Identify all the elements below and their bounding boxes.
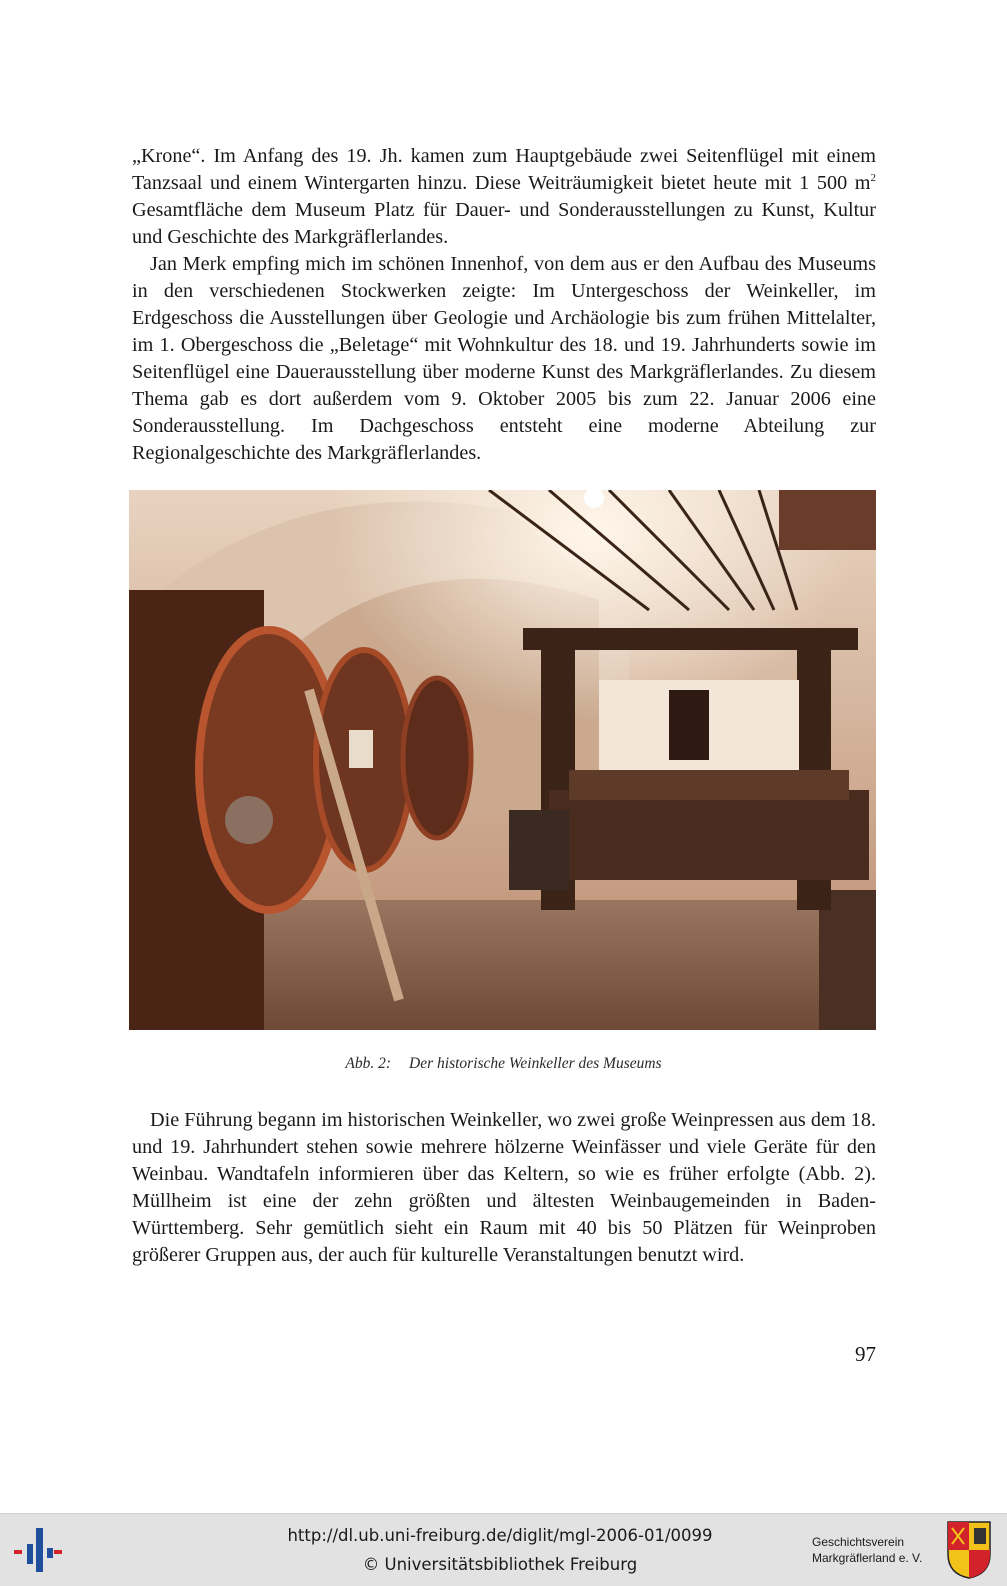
wine-cellar-illustration	[129, 490, 876, 1030]
footer-bar	[0, 1513, 1007, 1586]
figure-caption	[0, 1055, 1007, 1073]
body-text-bottom	[132, 1107, 876, 1269]
body-text-top	[132, 143, 876, 467]
paragraph-3: Die Führung begann im historischen Weinkeller, wo zwei große Weinpressen aus dem 18. und 19. Jahrhundert stehen sowie mehrere hölzerne Weinfässer und viele Geräte für den Weinbau. Wandtafeln informieren über das Keltern, so wie es früher erfolgte (Abb. 2). Müllheim ist eine der zehn größten und ältesten Weinbaugemeinden in Baden-Württemberg. Sehr gemütlich sieht ein Raum mit 40 bis 50 Plätzen für Weinproben größerer Gruppen aus, der auch für kulturelle Veranstaltungen benutzt wird.	[132, 1109, 876, 1266]
figure-number: Abb. 2:	[345, 1055, 392, 1072]
footer-organization	[812, 1534, 948, 1566]
superscript: 2	[870, 172, 876, 184]
coat-of-arms-icon[interactable]	[946, 1520, 992, 1580]
page-number: 97	[855, 1342, 876, 1366]
footer-copyright: © Universitätsbibliothek Freiburg	[362, 1555, 638, 1574]
paragraph-1	[132, 143, 876, 251]
figure-caption-text: Der historische Weinkeller des Museums	[409, 1055, 662, 1072]
paragraph-1-rest: Gesamtfläche dem Museum Platz für Dauer- und Sonderausstellungen zu Kunst, Kultur und Geschichte des Markgräflerlandes.	[132, 199, 876, 248]
org-line-1: Geschichtsverein	[812, 1535, 905, 1549]
paragraph-1-text: „Krone“. Im Anfang des 19. Jh. kamen zum Hauptgebäude zwei Seitenflügel mit einem Tanzsaal und einem Wintergarten hinzu. Diese Weiträumigkeit bietet heute mit 1 500 m	[132, 145, 876, 194]
org-line-2: Markgräflerland e. V.	[812, 1551, 923, 1565]
wine-cellar-photo	[129, 490, 876, 1030]
footer-url-link[interactable]: http://dl.ub.uni-freiburg.de/diglit/mgl-2006-01/0099	[287, 1526, 713, 1545]
library-logo-icon[interactable]	[14, 1522, 62, 1578]
paragraph-2: Jan Merk empfing mich im schönen Innenhof, von dem aus er den Aufbau des Museums in den verschiedenen Stockwerken zeigte: Im Untergeschoss der Weinkeller, im Erdgeschoss die Ausstellungen über Geologie und Archäologie bis zum frühen Mittelalter, im 1. Obergeschoss die „Beletage“ mit Wohnkultur des 18. und 19. Jahrhunderts sowie im Seitenflügel eine Dauerausstellung über moderne Kunst des Markgräflerlandes. Zu diesem Thema gab es dort außerdem vom 9. Oktober 2005 bis zum 22. Januar 2006 eine Sonderausstellung. Im Dachgeschoss entsteht eine moderne Abteilung zur Regionalgeschichte des Markgräflerlandes.	[132, 253, 876, 464]
